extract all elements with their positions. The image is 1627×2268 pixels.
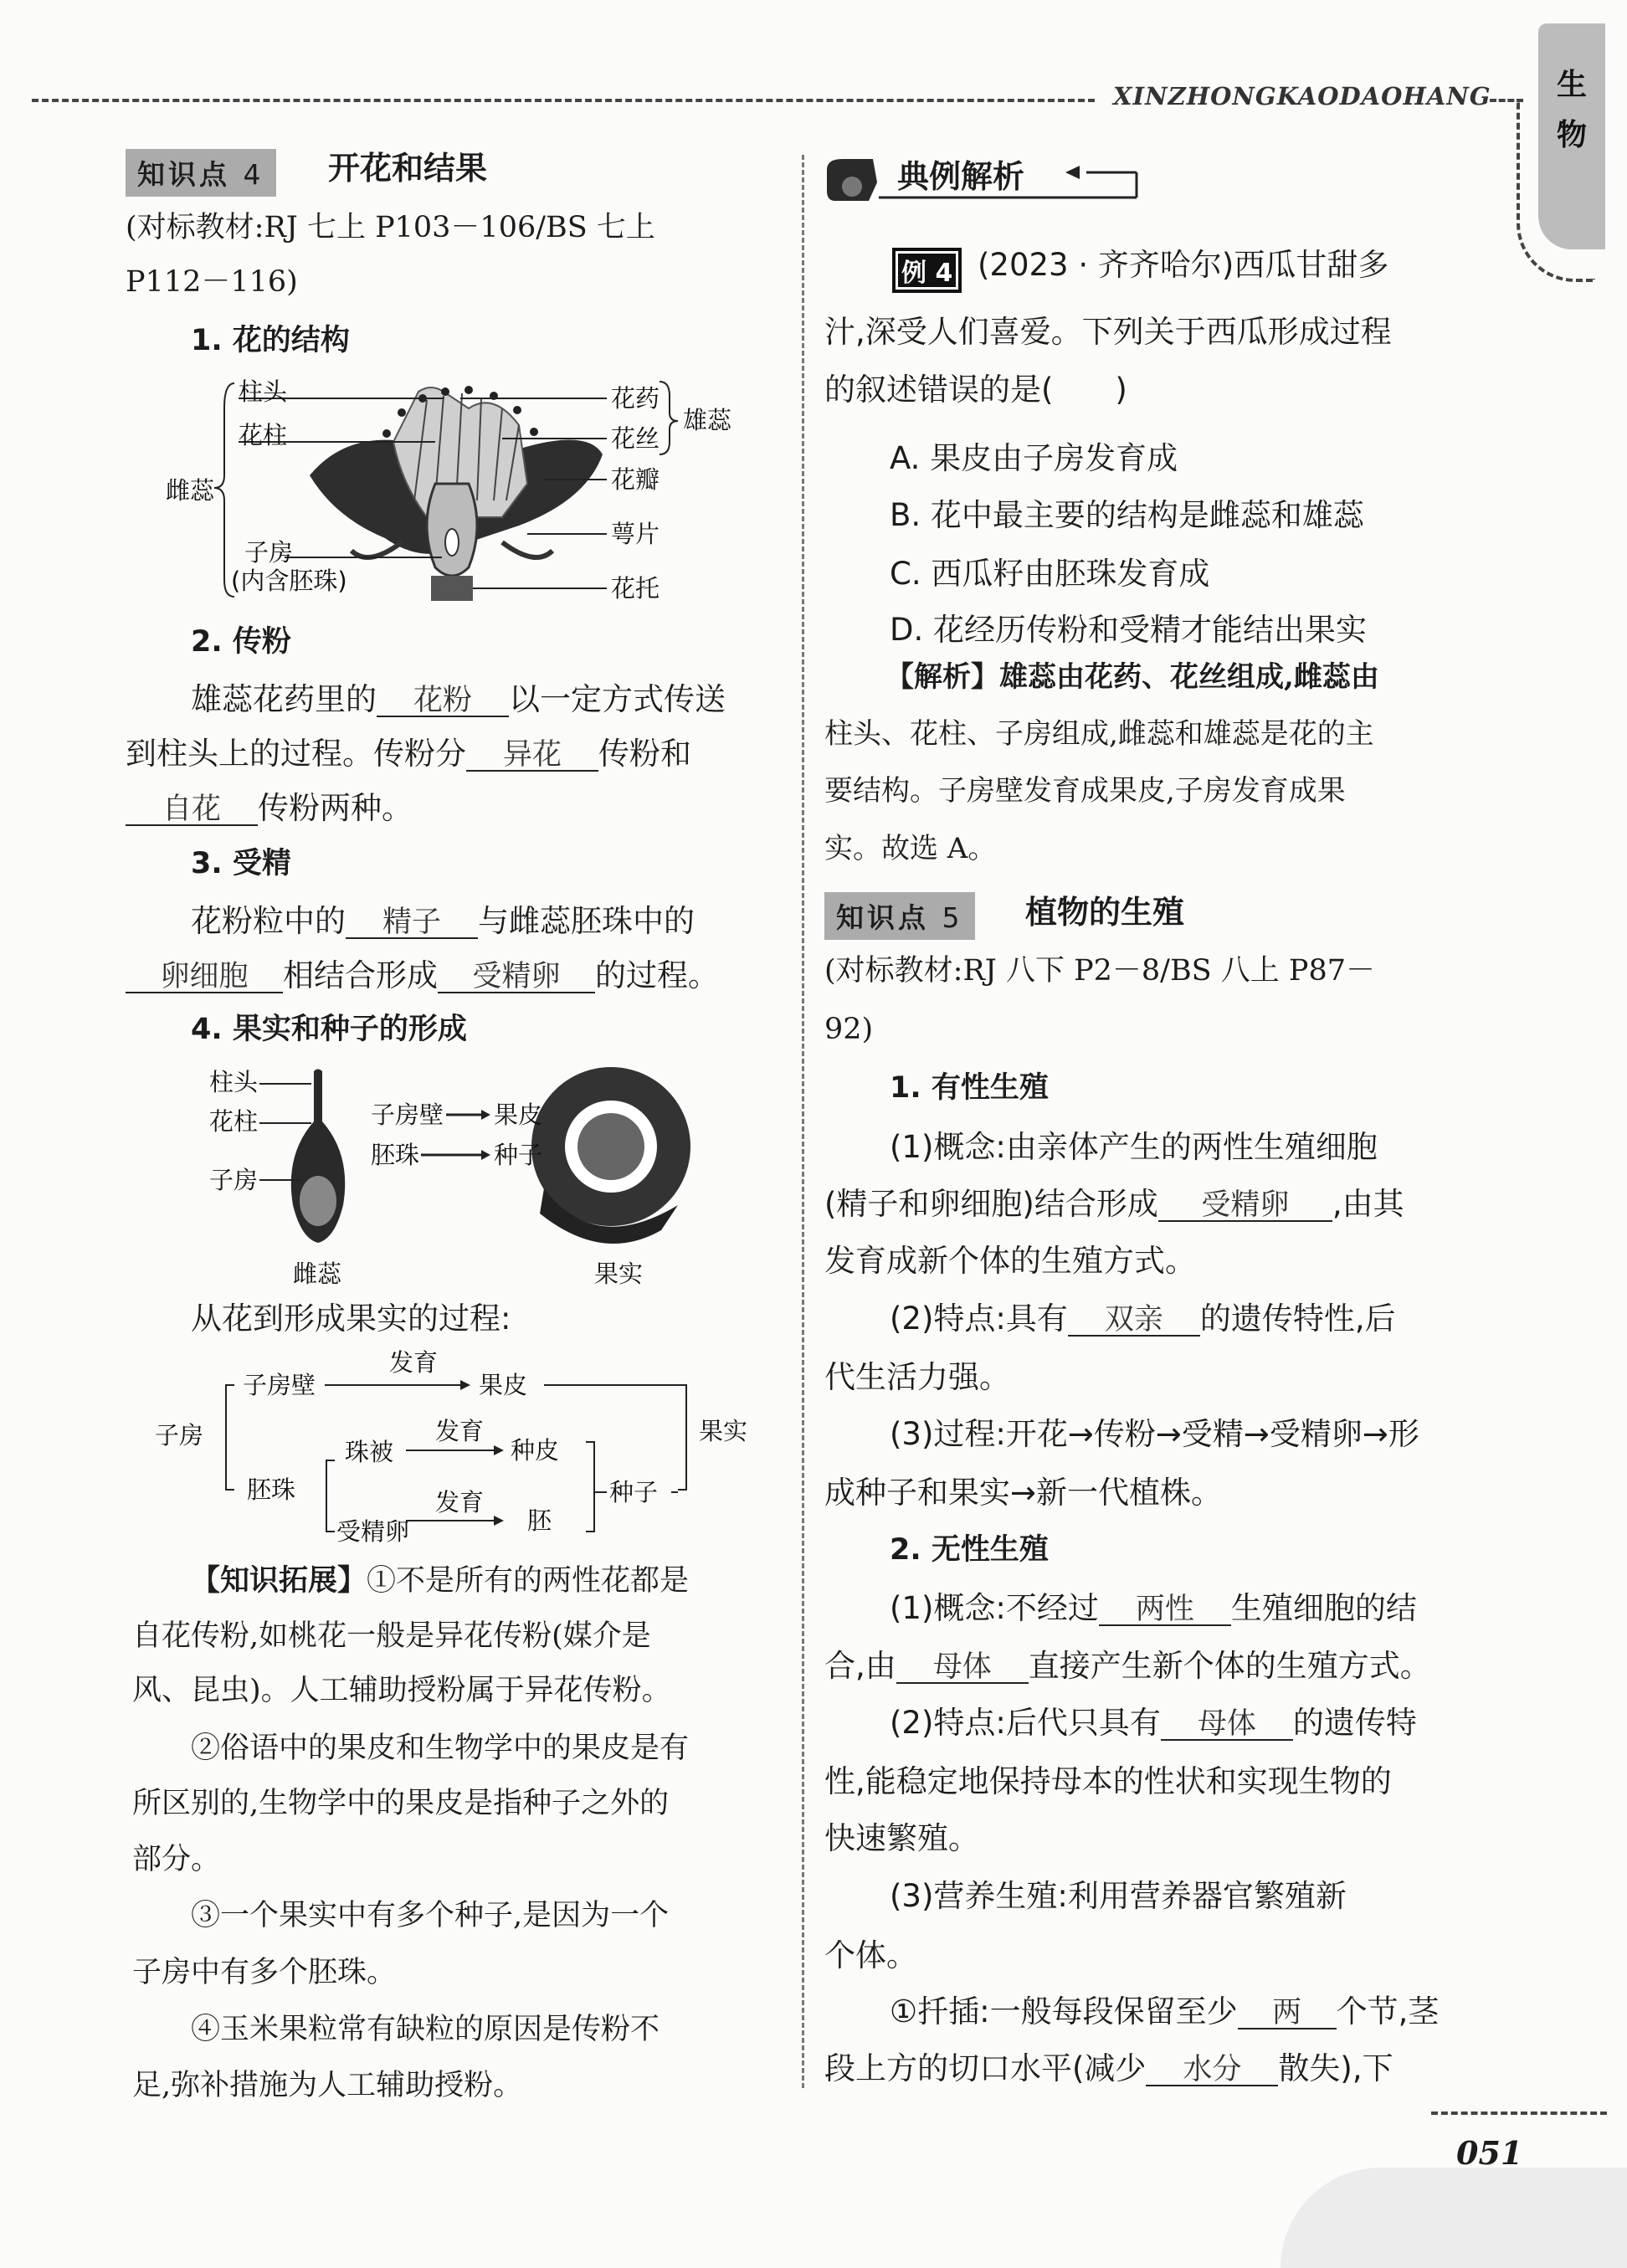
blank-two: 两: [1238, 1999, 1337, 2029]
sexual-process-line1: (3)过程:开花→传粉→受精→受精卵→形: [890, 1416, 1419, 1452]
flow-zygote: 受精卵: [336, 1517, 410, 1546]
blank-egg: 卵细胞: [126, 962, 283, 993]
ext-line2: 自花传粉,如桃花一般是异花传粉(媒介是: [132, 1619, 651, 1653]
heading-asexual: 2. 无性生殖: [890, 1533, 1049, 1567]
header-dashed-line: [32, 99, 1095, 102]
vegetative-line2: 个体。: [824, 1937, 917, 1973]
column-divider: [802, 155, 804, 2088]
fruit-label-wall: 子房壁: [371, 1101, 444, 1129]
label-stamen: 雄蕊: [683, 406, 732, 434]
ext-line5: 所区别的,生物学中的果皮是指种子之外的: [132, 1787, 670, 1820]
fertilization-line1: 花粉粒中的 精子 与雌蕊胚珠中的: [191, 903, 695, 939]
flow-peel: 果皮: [479, 1371, 528, 1399]
kp4-title: 开花和结果: [328, 150, 488, 187]
arrow-left-icon: [1065, 166, 1080, 179]
option-c[interactable]: C. 西瓜籽由胚珠发育成: [890, 556, 1210, 592]
label-ovary: 子房: [244, 538, 294, 567]
flow-develop-2: 发育: [435, 1417, 485, 1445]
heading-fertilization: 3. 受精: [191, 847, 291, 880]
analysis-line1: 【解析】雄蕊由花药、花丝组成,雌蕊由: [885, 660, 1379, 694]
kp4-ref-line2: P112－116): [126, 265, 298, 299]
fruit-label-seed: 种子: [494, 1141, 543, 1169]
sexual-feature-line1: (2)特点:具有 双亲 的遗传特性,后: [890, 1301, 1396, 1337]
asexual-feature-line2: 性,能稳定地保持母本的性状和实现生物的: [824, 1763, 1392, 1799]
pollination-line3: 自花 传粉两种。: [126, 793, 413, 826]
blank-mother-2: 母体: [1161, 1710, 1293, 1741]
blank-self: 自花: [126, 795, 258, 826]
knowledge-point-tag: 知识点 4: [126, 149, 276, 197]
blank-sperm: 精子: [346, 908, 478, 939]
blank-zygote: 受精卵: [438, 962, 595, 993]
analysis-line3: 要结构。子房壁发育成果皮,子房发育成果: [824, 774, 1346, 808]
heading-fruit-seed: 4. 果实和种子的形成: [191, 1013, 467, 1046]
process-intro: 从花到形成果实的过程:: [191, 1301, 511, 1337]
blank-mother-1: 母体: [896, 1653, 1029, 1684]
sexual-concept-line1: (1)概念:由亲体产生的两性生殖细胞: [890, 1129, 1378, 1165]
asexual-feature-line1: (2)特点:后代只具有 母体 的遗传特: [890, 1705, 1417, 1741]
blank-water: 水分: [1146, 2055, 1278, 2086]
knowledge-point-tag-5: 知识点 5: [824, 892, 975, 940]
ext-line6: 部分。: [132, 1843, 221, 1876]
subject-char-2: 物: [1557, 118, 1588, 152]
flow-develop-3: 发育: [435, 1488, 485, 1516]
process-flow-diagram: [151, 1343, 770, 1561]
ovule-shape: [445, 529, 459, 556]
running-head: XINZHONGKAODAOHANG: [1113, 82, 1491, 110]
corner-decoration: [1281, 2168, 1627, 2268]
label-sepal: 萼片: [611, 520, 660, 548]
fruit-label-ovary: 子房: [209, 1166, 259, 1194]
page-number: 051: [1456, 2134, 1523, 2172]
pollination-line2: 到柱头上的过程。传粉分 异花 传粉和: [126, 736, 691, 772]
sexual-process-line2: 成种子和果实→新一代植株。: [824, 1475, 1223, 1511]
ext-line3: 风、昆虫)。人工辅助授粉属于异花传粉。: [132, 1674, 671, 1707]
pistil-ovule: [300, 1176, 336, 1226]
kp5-title: 植物的生殖: [1025, 894, 1185, 931]
question-line3: 的叙述错误的是( ): [824, 372, 1127, 408]
footer-dashed-line: [1431, 2111, 1607, 2115]
sexual-concept-line3: 发育成新个体的生殖方式。: [824, 1243, 1196, 1279]
fruit-label-style: 花柱: [209, 1107, 259, 1136]
fertilization-line2: 卵细胞 相结合形成 受精卵 的过程。: [126, 960, 719, 993]
label-anther: 花药: [611, 384, 660, 413]
flow-fruit: 果实: [699, 1417, 748, 1445]
section-title: 典例解析: [897, 158, 1025, 195]
kp5-ref-line1: (对标教材:RJ 八下 P2－8/BS 八上 P87－: [824, 954, 1375, 988]
blank-zygote-2: 受精卵: [1158, 1191, 1332, 1222]
option-a[interactable]: A. 果皮由子房发育成: [890, 440, 1178, 476]
ext-line1: 【知识拓展】①不是所有的两性花都是: [191, 1564, 690, 1598]
asexual-concept-line2: 合,由 母体 直接产生新个体的生殖方式。: [824, 1648, 1431, 1684]
kp4-ref-line1: (对标教材:RJ 七上 P103－106/BS 七上: [126, 211, 655, 244]
flow-integument: 珠被: [345, 1438, 394, 1466]
example-tag: 例 4: [892, 248, 962, 293]
kp5-ref-line2: 92): [824, 1013, 874, 1046]
ext-line8: 子房中有多个胚珠。: [132, 1956, 397, 1989]
pollination-line1: 雄蕊花药里的 花粉 以一定方式传送: [191, 681, 726, 717]
label-style: 花柱: [239, 421, 288, 449]
option-b[interactable]: B. 花中最主要的结构是雌蕊和雄蕊: [890, 497, 1364, 533]
cutting-line1: ①扦插:一般每段保留至少 两 个节,茎: [890, 1993, 1440, 2029]
subject-char-1: 生: [1557, 68, 1588, 102]
flow-wall: 子房壁: [243, 1371, 316, 1399]
blank-pollen: 花粉: [377, 686, 509, 717]
ext-line4: ②俗语中的果皮和生物学中的果皮是有: [191, 1732, 690, 1765]
ext-line7: ③一个果实中有多个种子,是因为一个: [191, 1899, 670, 1932]
label-stigma: 柱头: [239, 377, 288, 406]
analysis-line4: 实。故选 A。: [824, 832, 997, 865]
flow-develop-1: 发育: [389, 1348, 439, 1377]
fruit-label-ovule: 胚珠: [371, 1141, 420, 1169]
analysis-line2: 柱头、花柱、子房组成,雌蕊和雄蕊是花的主: [824, 717, 1374, 751]
heading-sexual: 1. 有性生殖: [890, 1071, 1049, 1105]
fruit-label-peel: 果皮: [494, 1101, 543, 1129]
fruit-formation-diagram: [209, 1063, 711, 1289]
label-ovary-note: (内含胚珠): [231, 567, 347, 595]
receptacle-shape: [431, 576, 473, 601]
question-line2: 汁,深受人们喜爱。下列关于西瓜形成过程: [824, 314, 1392, 350]
sexual-concept-line2: (精子和卵细胞)结合形成 受精卵 ,由其: [824, 1186, 1404, 1222]
label-filament: 花丝: [611, 424, 660, 453]
label-receptacle: 花托: [611, 574, 660, 603]
heading-pollination: 2. 传粉: [191, 625, 291, 659]
blank-cross: 异花: [466, 741, 598, 772]
heading-flower-structure: 1. 花的结构: [191, 324, 350, 357]
question-line1: (2023 · 齐齐哈尔)西瓜甘甜多: [978, 247, 1389, 283]
flow-ovule: 胚珠: [247, 1475, 296, 1504]
ext-line9: ④玉米果粒常有缺粒的原因是传粉不: [191, 2013, 660, 2046]
sexual-feature-line2: 代生活力强。: [824, 1359, 1010, 1395]
fruit-seed-shape: [577, 1113, 644, 1180]
flow-seed: 种子: [609, 1478, 659, 1506]
blank-two-sexes: 两性: [1099, 1595, 1231, 1626]
flow-seedcoat: 种皮: [511, 1436, 560, 1465]
vegetative-line1: (3)营养生殖:利用营养器官繁殖新: [890, 1878, 1347, 1914]
flower-structure-diagram: [151, 375, 753, 618]
blank-both-parents: 双亲: [1068, 1306, 1200, 1337]
flow-ovary: 子房: [155, 1421, 204, 1450]
label-petal: 花瓣: [611, 465, 660, 494]
label-pistil: 雌蕊: [166, 476, 215, 505]
flow-embryo: 胚: [527, 1506, 552, 1535]
asexual-feature-line3: 快速繁殖。: [824, 1820, 979, 1856]
ext-line10: 足,弥补措施为人工辅助授粉。: [132, 2069, 523, 2102]
fruit-label-fruit: 果实: [594, 1260, 644, 1288]
fruit-label-stigma: 柱头: [209, 1068, 259, 1096]
tab-dashed-curve: [1517, 99, 1595, 282]
asexual-concept-line1: (1)概念:不经过 两性 生殖细胞的结: [890, 1590, 1417, 1626]
fruit-label-pistil: 雌蕊: [293, 1260, 342, 1288]
option-d[interactable]: D. 花经历传粉和受精才能结出果实: [890, 612, 1368, 648]
cutting-line2: 段上方的切口水平(减少 水分 散失),下: [824, 2050, 1393, 2086]
